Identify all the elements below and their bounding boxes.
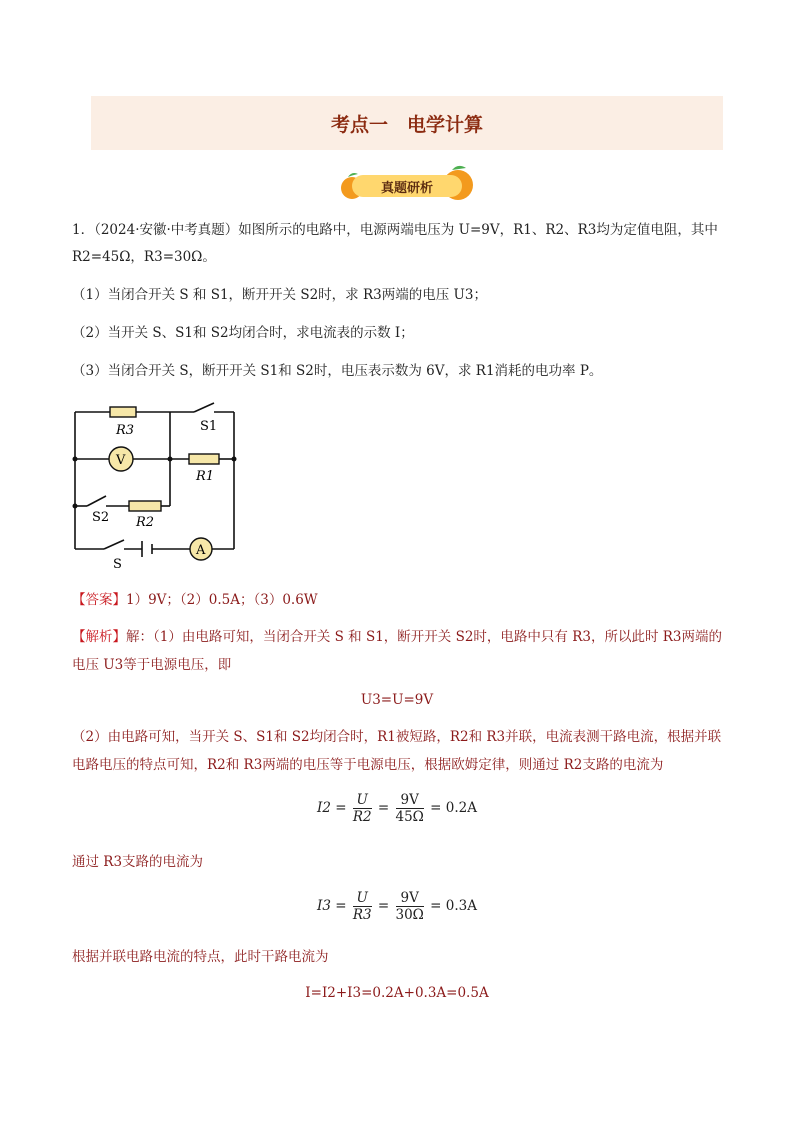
circuit-diagram <box>66 398 266 578</box>
question-part-2: （2）当开关 S、S1和 S2均闭合时，求电流表的示数 I； <box>72 325 414 341</box>
analysis-p2b: 电路电压的特点可知，R2和 R3两端的电压等于电源电压，根据欧姆定律，则通过 R2支路的电流为 <box>72 757 664 773</box>
analysis-p1b: 电压 U3等于电源电压，即 <box>72 657 232 673</box>
question-part-1: （1）当闭合开关 S 和 S1，断开开关 S2时，求 R3两端的电压 U3； <box>72 287 487 303</box>
eq3-frac-1 <box>353 890 372 923</box>
analysis-p4: 根据并联电路电流的特点，此时干路电流为 <box>72 949 329 965</box>
eq2-frac-2 <box>396 792 424 825</box>
eq3-den-1: R3 <box>352 907 372 923</box>
ammeter-label: A <box>196 543 206 558</box>
equation-4: I=I2+I3=0.2A+0.3A=0.5A <box>305 985 489 1001</box>
eq3-num-1: U <box>353 890 372 907</box>
answer-label: 【答案】 <box>72 592 126 608</box>
section-title: 考点一 电学计算 <box>330 113 483 136</box>
voltmeter-label: V <box>116 453 126 468</box>
eq2-result: = 0.2A <box>430 800 477 816</box>
eq3-result: = 0.3A <box>430 898 477 914</box>
eq3-lhs: I3 = <box>317 898 347 914</box>
answer-text: 1）9V；（2）0.5A；（3）0.6W <box>126 592 318 608</box>
eq2-num-2: 9V <box>396 792 424 809</box>
question-line-2: R2=45Ω，R3=30Ω。 <box>72 249 216 265</box>
eq2-frac-1 <box>353 792 372 825</box>
eq2-lhs: I2 = <box>317 800 347 816</box>
r3-label: R3 <box>116 423 135 438</box>
analysis-p1a: 解：（1）由电路可知，当闭合开关 S 和 S1，断开开关 S2时，电路中只有 R3，所以此时 R3两端的 <box>126 629 723 645</box>
badge <box>338 163 474 205</box>
eq3-num-2: 9V <box>396 890 424 907</box>
answer-line <box>72 590 318 610</box>
equation-3: I3 = $\frac{U}{R3}$ = $\frac{9V}{30\Omega}$ = 0.3A <box>317 890 477 923</box>
analysis-label: 【解析】 <box>72 629 126 645</box>
section-title-band <box>91 96 723 150</box>
analysis-line-1 <box>72 627 722 647</box>
equation-2: I2 = $\frac{U}{R2}$ = $\frac{9V}{45\Omega}$ = 0.2A <box>317 792 477 825</box>
eq3-den-2: 30Ω <box>395 907 424 923</box>
r1-label: R1 <box>196 469 215 484</box>
analysis-p3: 通过 R3支路的电流为 <box>72 854 204 870</box>
s2-label: S2 <box>92 510 110 525</box>
r2-label: R2 <box>136 515 155 530</box>
question-line-1: 1．（2024·安徽·中考真题）如图所示的电路中，电源两端电压为 U=9V，R1、R2、R3均为定值电阻，其中 <box>72 222 718 238</box>
s1-label: S1 <box>200 419 218 434</box>
equation-1: U3=U=9V <box>360 692 434 708</box>
eq3-frac-2 <box>396 890 424 923</box>
analysis-p2a: （2）由电路可知，当开关 S、S1和 S2均闭合时，R1被短路，R2和 R3并联，电流表测干路电流，根据并联 <box>72 729 722 745</box>
eq2-den-1: R2 <box>352 809 372 825</box>
s-label: S <box>113 557 122 572</box>
question-part-3: （3）当闭合开关 S，断开开关 S1和 S2时，电压表示数为 6V，求 R1消耗的电功率 P。 <box>72 363 603 379</box>
eq2-num-1: U <box>353 792 372 809</box>
badge-label: 真题研析 <box>352 175 462 197</box>
eq2-den-2: 45Ω <box>395 809 424 825</box>
